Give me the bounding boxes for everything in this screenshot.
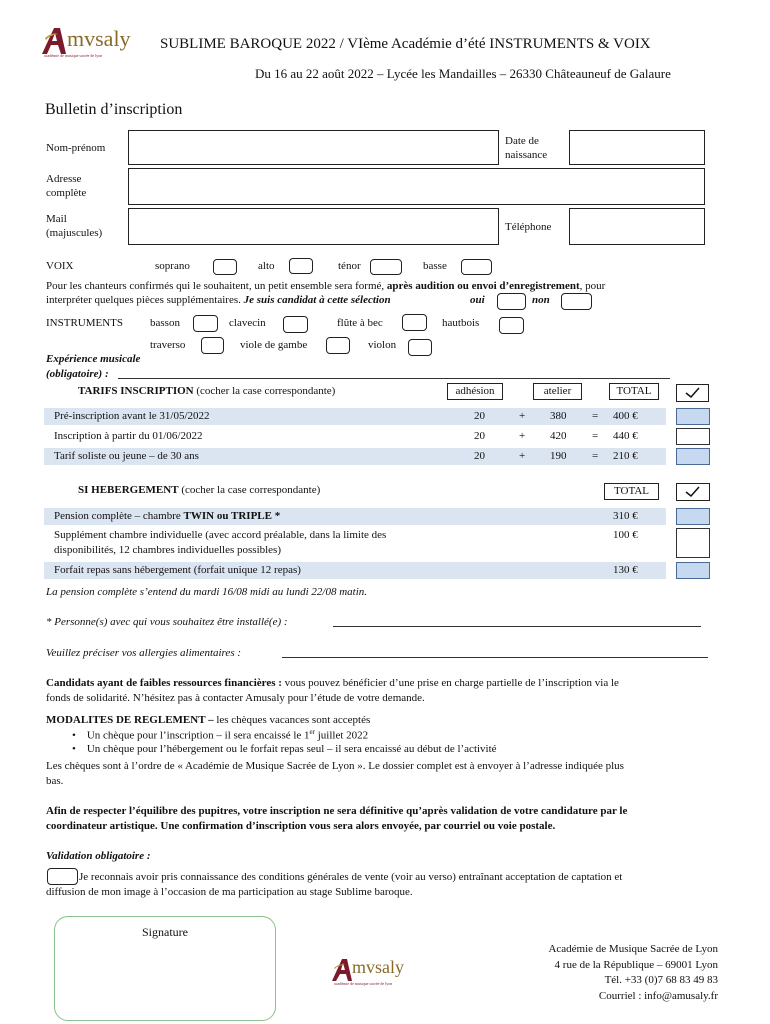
instrument-clavecin-label: clavecin <box>229 317 266 329</box>
voice-tenor-checkbox[interactable] <box>370 259 402 275</box>
ensemble-note-text-2: interpréter quelques pièces supplémentaires. <box>46 294 244 306</box>
heb-row-2-label-1: Supplément chambre individuelle (avec accord préalable, dans la limite des <box>54 529 387 541</box>
tarif-row-3-plus: + <box>519 450 526 462</box>
allergies-label: Veuillez préciser vos allergies alimentaires : <box>46 647 242 659</box>
address-label-1: Adresse <box>46 173 82 185</box>
financial-help-body: vous pouvez bénéficier d’une prise en charge partielle de l’inscription via le <box>281 677 619 689</box>
tarif-row-2-label: Inscription à partir du 01/06/2022 <box>54 430 203 442</box>
payment-modalities-body: les chèques vacances sont acceptés <box>213 714 371 726</box>
signature-box[interactable] <box>54 916 276 1021</box>
candidate-yes-label: oui <box>470 294 485 306</box>
tarif-row-3-checkbox[interactable] <box>676 448 710 465</box>
heb-row-3-total: 130 € <box>613 564 638 576</box>
tarif-row-3-label: Tarif soliste ou jeune – de 30 ans <box>54 450 199 462</box>
instrument-traverso-checkbox[interactable] <box>201 337 224 354</box>
allergies-input-line[interactable] <box>282 645 708 658</box>
tarif-row-1-plus: + <box>519 410 526 422</box>
col-total-text: TOTAL <box>616 385 652 397</box>
ensemble-note-text: Pour les chanteurs confirmés qui le souhaitent, un petit ensemble sera formé, <box>46 280 387 292</box>
tarif-row-1-atelier: 380 <box>550 410 567 422</box>
ensemble-note-line2 <box>46 294 391 306</box>
voice-tenor-label: ténor <box>338 260 361 272</box>
tarifs-title <box>78 385 335 397</box>
voice-basse-checkbox[interactable] <box>461 259 492 275</box>
heb-row-1-text: Pension complète – chambre <box>54 510 184 522</box>
voice-alto-checkbox[interactable] <box>289 258 313 274</box>
checkmark-icon <box>677 385 708 401</box>
voice-alto-label: alto <box>258 260 275 272</box>
instrument-hautbois-checkbox[interactable] <box>499 317 524 334</box>
footer-address <box>440 942 718 1004</box>
col-atelier-text: atelier <box>543 385 572 397</box>
tarif-row-2-atelier: 420 <box>550 430 567 442</box>
col-adhesion-header <box>447 383 503 400</box>
pension-note: La pension complète s’entend du mardi 16/08 midi au lundi 22/08 matin. <box>46 586 368 598</box>
roommate-label: * Personne(s) avec qui vous souhaitez être installé(e) : <box>46 616 288 628</box>
voice-soprano-label: soprano <box>155 260 190 272</box>
phone-label: Téléphone <box>505 221 552 233</box>
footer-logo-subtext: académie de musique sacrée de lyon <box>334 981 393 986</box>
tarif-row-2-total: 440 € <box>613 430 638 442</box>
instrument-viole-checkbox[interactable] <box>326 337 350 354</box>
footer-logo-text: mvsaly <box>352 957 404 977</box>
footer-address-2: 4 rue de la République – 69001 Lyon <box>554 958 718 971</box>
payment-bullet-1-sup: er <box>309 728 315 736</box>
address-label-2: complète <box>46 187 87 199</box>
tarif-row-1-total: 400 € <box>613 410 638 422</box>
instrument-basson-label: basson <box>150 317 180 329</box>
heb-row-2-total: 100 € <box>613 529 638 541</box>
footer-address-1: Académie de Musique Sacrée de Lyon <box>548 943 718 955</box>
heb-row-3-label: Forfait repas sans hébergement (forfait unique 12 repas) <box>54 564 301 576</box>
name-label: Nom-prénom <box>46 142 106 154</box>
payment-bullet-2-text: Un chèque pour l’hébergement ou le forfait repas seul – il sera encaissé au début de l’activité <box>86 743 497 755</box>
experience-label-2: (obligatoire) : <box>46 368 109 380</box>
experience-input-line[interactable] <box>118 366 670 379</box>
tarif-row-2-checkbox[interactable] <box>676 428 710 445</box>
instrument-basson-checkbox[interactable] <box>193 315 218 332</box>
dob-label-1: Date de <box>505 135 539 147</box>
col-atelier-header <box>533 383 582 400</box>
instrument-hautbois-label: hautbois <box>442 317 480 329</box>
logo-subtext: académie de musique sacrée de lyon <box>44 53 103 58</box>
mail-label-1: Mail <box>46 213 67 225</box>
hebergement-title <box>78 484 320 496</box>
instrument-clavecin-checkbox[interactable] <box>283 316 308 333</box>
name-field[interactable] <box>128 130 499 165</box>
experience-label-1: Expérience musicale <box>46 353 141 365</box>
page-title: SUBLIME BAROQUE 2022 / VIème Académie d’été INSTRUMENTS & VOIX <box>160 36 651 52</box>
tarif-row-1-adhesion: 20 <box>474 410 485 422</box>
payment-bullet-1 <box>72 728 368 742</box>
hebergement-title-note: (cocher la case correspondante) <box>178 484 321 496</box>
col-adhesion-text: adhésion <box>455 385 495 397</box>
cheques-text-2: bas. <box>46 775 64 787</box>
cheques-text-1: Les chèques sont à l’ordre de « Académie de Musique Sacrée de Lyon ». Le dossier complet est à envoyer à l’adresse indiquée plus <box>46 760 624 772</box>
voice-soprano-checkbox[interactable] <box>213 259 237 275</box>
hebergement-total-header <box>604 483 659 500</box>
roommate-input-line[interactable] <box>333 614 701 627</box>
hebergement-total-text: TOTAL <box>614 485 649 497</box>
candidate-no-label: non <box>532 294 550 306</box>
tarif-row-1-label: Pré-inscription avant le 31/05/2022 <box>54 410 210 422</box>
heb-row-1-total: 310 € <box>613 510 638 522</box>
validation-text-1: Je reconnais avoir pris connaissance des conditions générales de vente (voir au verso) entraînant acceptation de captation et <box>79 871 623 883</box>
instrument-violon-label: violon <box>368 339 397 351</box>
financial-help-text-2: fonds de solidarité. N’hésitez pas à contacter Amusaly pour l’étude de votre demande. <box>46 692 425 704</box>
page-subtitle: Du 16 au 22 août 2022 – Lycée les Mandailles – 26330 Châteauneuf de Galaure <box>255 66 671 81</box>
heb-row-2-checkbox[interactable] <box>676 528 710 558</box>
heb-row-1-checkbox[interactable] <box>676 508 710 525</box>
heb-row-1-label <box>54 510 280 522</box>
signature-label: Signature <box>142 925 188 939</box>
candidate-selection-label: Je suis candidat à cette sélection <box>243 294 391 306</box>
equilibre-text-1: Afin de respecter l’équilibre des pupitres, votre inscription ne sera définitive qu’après validation de votre candidature par le <box>46 805 628 817</box>
financial-help-bold: Candidats ayant de faibles ressources financières : <box>46 677 282 689</box>
heb-row-1-bold: TWIN ou TRIPLE * <box>183 510 281 522</box>
tarifs-title-note: (cocher la case correspondante) <box>193 385 336 397</box>
tarif-row-2-eq: = <box>592 430 599 442</box>
validation-text-2: diffusion de mon image à l’occasion de ma participation au stage Sublime baroque. <box>46 886 413 898</box>
bullet-icon: • <box>72 743 87 755</box>
tarifs-check-header <box>676 384 709 402</box>
tarifs-title-bold: TARIFS INSCRIPTION <box>78 385 194 397</box>
heb-row-2-label-2: disponibilités, 12 chambres individuelles possibles) <box>54 544 282 556</box>
payment-bullet-1-end: juillet 2022 <box>315 729 369 742</box>
ensemble-note <box>46 280 605 292</box>
payment-bullet-2 <box>72 743 497 755</box>
voices-label: VOIX <box>46 260 74 272</box>
tarif-row-3-atelier: 190 <box>550 450 567 462</box>
payment-modalities <box>46 714 370 726</box>
instrument-traverso-label: traverso <box>150 339 186 351</box>
tarif-row-1-eq: = <box>592 410 599 422</box>
instrument-flute-checkbox[interactable] <box>402 314 427 331</box>
hebergement-title-bold: SI HEBERGEMENT <box>78 484 179 496</box>
footer-logo <box>330 955 425 989</box>
candidate-no-checkbox[interactable] <box>561 293 592 310</box>
tarif-row-3-eq: = <box>592 450 599 462</box>
payment-modalities-bold: MODALITES DE REGLEMENT – <box>46 714 214 726</box>
footer-address-3: Tél. +33 (0)7 68 83 49 83 <box>604 974 718 986</box>
form-heading: Bulletin d’inscription <box>45 101 183 118</box>
tarif-row-3-adhesion: 20 <box>474 450 485 462</box>
logo-text: mvsaly <box>67 26 131 51</box>
bullet-icon: • <box>72 729 87 742</box>
tarif-row-2-plus: + <box>519 430 526 442</box>
validation-checkbox[interactable] <box>47 868 78 885</box>
dob-label-2: naissance <box>505 149 548 161</box>
instrument-flute-label: flûte à bec <box>337 317 383 329</box>
instrument-viole-label: viole de gambe <box>240 339 308 351</box>
instrument-violon-checkbox[interactable] <box>408 339 432 356</box>
phone-field[interactable] <box>569 208 705 245</box>
validation-title: Validation obligatoire : <box>46 850 151 862</box>
footer-address-4[interactable]: Courriel : info@amusaly.fr <box>598 989 718 1002</box>
checkmark-icon <box>677 484 709 500</box>
ensemble-note-bold: après audition ou envoi d’enregistrement <box>386 280 580 292</box>
dob-field[interactable] <box>569 130 705 165</box>
mail-label-2: (majuscules) <box>46 227 103 239</box>
header-logo <box>40 22 150 62</box>
col-total-header <box>609 383 659 400</box>
instruments-label: INSTRUMENTS <box>46 317 124 329</box>
payment-bullet-1-text: Un chèque pour l’inscription – il sera encaissé le 1 <box>86 729 310 742</box>
hebergement-check-header <box>676 483 710 501</box>
ensemble-note-end: , pour <box>579 280 606 292</box>
tarif-row-1-checkbox[interactable] <box>676 408 710 425</box>
equilibre-text-2: coordinateur artistique. Une confirmation d’inscription vous sera alors envoyée, par courriel ou voie postale. <box>46 820 556 832</box>
tarif-row-3-total: 210 € <box>613 450 638 462</box>
heb-row-3-checkbox[interactable] <box>676 562 710 579</box>
voice-basse-label: basse <box>423 260 447 272</box>
address-field[interactable] <box>128 168 705 205</box>
mail-field[interactable] <box>128 208 499 245</box>
candidate-yes-checkbox[interactable] <box>497 293 526 310</box>
financial-help-text <box>46 677 619 689</box>
tarif-row-2-adhesion: 20 <box>474 430 485 442</box>
